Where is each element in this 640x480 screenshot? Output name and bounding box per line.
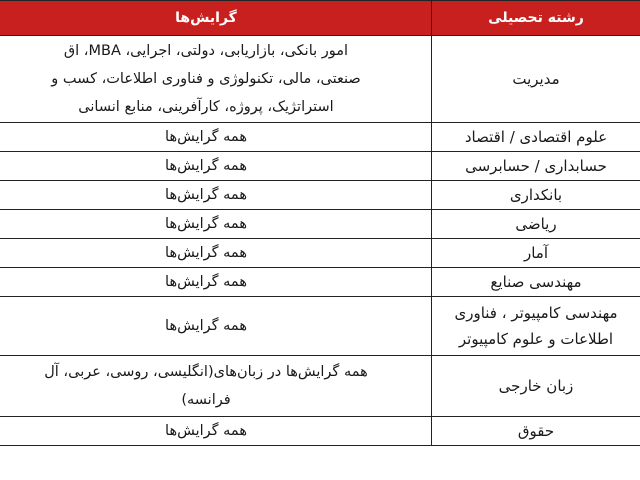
field-cell — [432, 181, 640, 210]
table-header-row — [0, 1, 640, 36]
table-row — [0, 123, 640, 152]
field-cell — [432, 239, 640, 268]
table-row — [0, 210, 640, 239]
spec-text: استراتژیک، پروژه، کارآفرینی، منابع انسانی — [78, 99, 334, 115]
field-text: بانکداری — [509, 186, 563, 204]
field-cell — [432, 417, 640, 446]
spec-text: فرانسه) — [181, 392, 231, 408]
spec-text: همه گرایش‌ها در زبان‌های(انگلیسی، روسی، عربی، آل — [44, 364, 368, 380]
spec-text: همه گرایش‌ها — [165, 129, 247, 145]
field-cell — [432, 210, 640, 239]
field-cell — [432, 152, 640, 181]
field-text: حسابداری / حسابرسی — [465, 157, 607, 175]
field-cell — [432, 297, 640, 356]
spec-text: صنعتی، مالی، تکنولوژی و فناوری اطلاعات، کسب و — [51, 71, 361, 87]
field-text: مدیریت — [512, 70, 560, 88]
spec-cell — [0, 36, 432, 123]
spec-text: همه گرایش‌ها — [165, 318, 247, 334]
spec-text: امور بانکی، بازاریابی، دولتی، اجرایی، MBA، اق — [63, 43, 349, 59]
table-row — [0, 268, 640, 297]
spec-cell — [0, 239, 432, 268]
spec-cell — [0, 152, 432, 181]
table-row — [0, 417, 640, 446]
table-row — [0, 239, 640, 268]
spec-cell — [0, 181, 432, 210]
field-cell — [432, 268, 640, 297]
table-row — [0, 36, 640, 123]
spec-cell — [0, 356, 432, 417]
spec-text: همه گرایش‌ها — [165, 187, 247, 203]
table-row — [0, 356, 640, 417]
header-specializations: گرایش‌ها — [0, 1, 432, 36]
spec-text: همه گرایش‌ها — [165, 216, 247, 232]
field-cell — [432, 36, 640, 123]
spec-cell — [0, 210, 432, 239]
spec-text: همه گرایش‌ها — [165, 423, 247, 439]
field-cell — [432, 356, 640, 417]
field-text: مهندسی کامپیوتر ، فناوری — [454, 304, 618, 322]
table-row — [0, 181, 640, 210]
table-row — [0, 152, 640, 181]
spec-text: همه گرایش‌ها — [165, 158, 247, 174]
field-text: ریاضی — [515, 215, 557, 233]
table-row — [0, 297, 640, 356]
spec-cell — [0, 297, 432, 356]
field-text: اطلاعات و علوم کامپیوتر — [458, 330, 614, 348]
spec-cell — [0, 123, 432, 152]
header-field: رشته تحصیلی — [432, 1, 640, 36]
field-text: آمار — [523, 244, 549, 262]
field-cell — [432, 123, 640, 152]
spec-cell — [0, 268, 432, 297]
spec-text: همه گرایش‌ها — [165, 245, 247, 261]
field-text: زبان خارجی — [498, 377, 574, 395]
field-text: حقوق — [517, 422, 555, 440]
spec-cell — [0, 417, 432, 446]
spec-text: همه گرایش‌ها — [165, 274, 247, 290]
field-text: علوم اقتصادی / اقتصاد — [464, 128, 608, 146]
field-text: مهندسی صنایع — [490, 273, 582, 291]
